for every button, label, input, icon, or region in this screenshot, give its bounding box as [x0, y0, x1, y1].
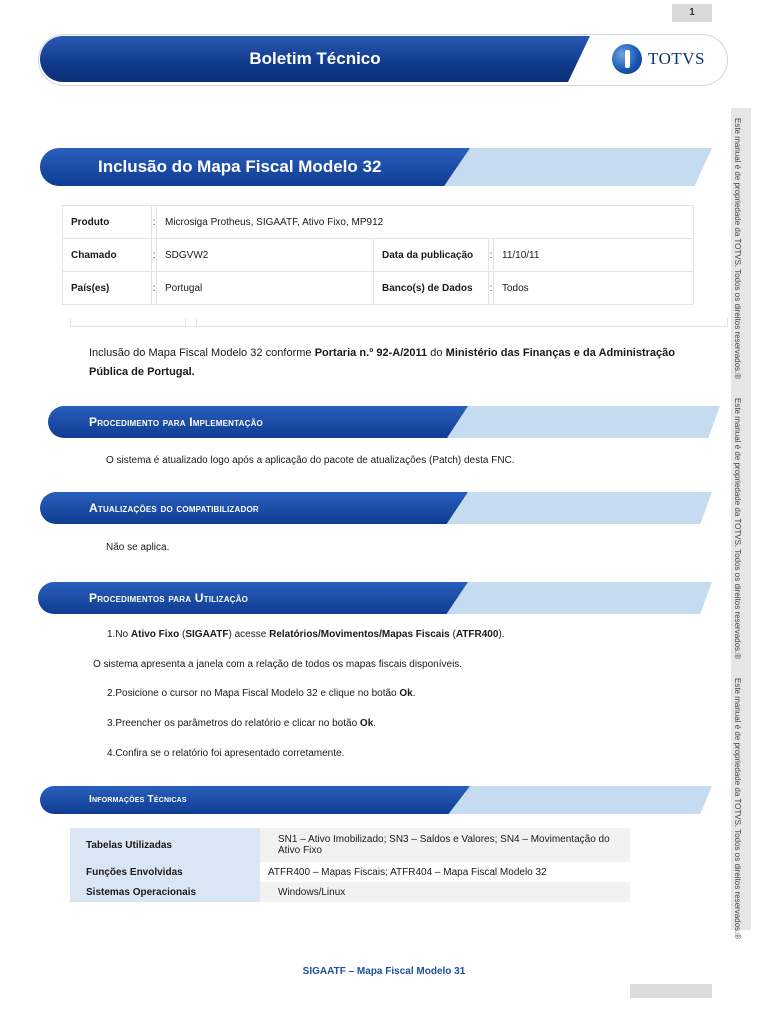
intro-text: Inclusão do Mapa Fiscal Modelo 32 conforme	[89, 347, 315, 359]
banco-label: Banco(s) de Dados	[374, 272, 489, 305]
empty-table-row	[70, 318, 728, 327]
intro-portaria: Portaria n.º 92-A/2011	[314, 347, 428, 359]
chamado-label: Chamado	[63, 239, 152, 272]
data-publicacao-label: Data da publicação	[374, 239, 489, 272]
intro-paragraph	[89, 344, 675, 382]
separator: :	[152, 206, 157, 239]
separator: :	[489, 272, 494, 305]
tech-info-table	[70, 828, 630, 902]
step-note: O sistema apresenta a janela com a relação de todos os mapas fiscais disponíveis.	[93, 659, 463, 670]
tech-value: ATFR400 – Mapas Fiscais; ATFR404 – Mapa Fiscal Modelo 32	[260, 862, 630, 882]
header-title: Boletim Técnico	[249, 49, 381, 68]
totvs-logo	[612, 40, 712, 78]
separator: :	[489, 239, 494, 272]
side-copyright-note: Este manual é de propriedade da TOTVS. Todos os direitos reservados.®	[733, 118, 742, 380]
pais-label: País(es)	[63, 272, 152, 305]
table-row	[70, 828, 630, 862]
logo-text: TOTVS	[648, 49, 705, 68]
intro-ministerio: Ministério das Finanças e da Administração Pública de Portugal.	[89, 347, 675, 378]
pais-value: Portugal	[157, 272, 374, 305]
step-3: 3.Preencher os parâmetros do relatório e clicar no botão Ok.	[107, 718, 377, 729]
side-copyright-note: Este manual é de propriedade da TOTVS. Todos os direitos reservados.®	[733, 678, 742, 940]
page-number: 1	[672, 4, 712, 22]
section-bar-compatibilizador	[40, 492, 712, 524]
section-title: Procedimento para Implementação	[89, 415, 263, 429]
tech-label: Tabelas Utilizadas	[70, 828, 260, 862]
produto-label: Produto	[63, 206, 152, 239]
separator: :	[152, 272, 157, 305]
separator: :	[152, 239, 157, 272]
section-bar-tecnicas	[40, 786, 712, 814]
chamado-value: SDGVW2	[157, 239, 374, 272]
side-copyright-note: Este manual é de propriedade da TOTVS. Todos os direitos reservados.®	[733, 398, 742, 660]
footer-text: SIGAATF – Mapa Fiscal Modelo 31	[302, 966, 466, 977]
tech-value: Windows/Linux	[260, 882, 630, 902]
section-title: Atualizações do compatibilizador	[89, 501, 259, 515]
footer-box	[630, 984, 712, 998]
table-row	[63, 272, 694, 305]
step-2: 2.Posicione o cursor no Mapa Fiscal Modelo 32 e clique no botão Ok.	[107, 688, 416, 699]
data-publicacao-value: 11/10/11	[494, 239, 694, 272]
page-title: Inclusão do Mapa Fiscal Modelo 32	[98, 157, 382, 176]
product-info-table	[62, 205, 694, 305]
section-bar-implementacao	[48, 406, 720, 438]
tech-value: SN1 – Ativo Imobilizado; SN3 – Saldos e Valores; SN4 – Movimentação do Ativo Fixo	[260, 828, 630, 862]
intro-text: do	[427, 347, 446, 359]
globe-icon	[612, 44, 642, 74]
implementacao-text: O sistema é atualizado logo após a aplicação do pacote de atualizações (Patch) desta FNC.	[106, 455, 515, 466]
table-row	[70, 882, 630, 902]
step-1: 1.No Ativo Fixo (SIGAATF) acesse Relatórios/Movimentos/Mapas Fiscais (ATFR400).	[107, 629, 505, 640]
banco-value: Todos	[494, 272, 694, 305]
tech-label: Funções Envolvidas	[70, 862, 260, 882]
tech-label: Sistemas Operacionais	[70, 882, 260, 902]
table-row	[70, 862, 630, 882]
section-title: Procedimentos para Utilização	[89, 591, 249, 605]
section-bar-utilizacao	[38, 582, 712, 614]
step-4: 4.Confira se o relatório foi apresentado corretamente.	[107, 748, 345, 759]
compatibilizador-text: Não se aplica.	[106, 542, 170, 553]
main-title-bar	[40, 148, 712, 186]
table-row	[63, 206, 694, 239]
produto-value: Microsiga Protheus, SIGAATF, Ativo Fixo, MP912	[157, 206, 694, 239]
table-row	[63, 239, 694, 272]
section-title: Informações Técnicas	[89, 794, 187, 805]
